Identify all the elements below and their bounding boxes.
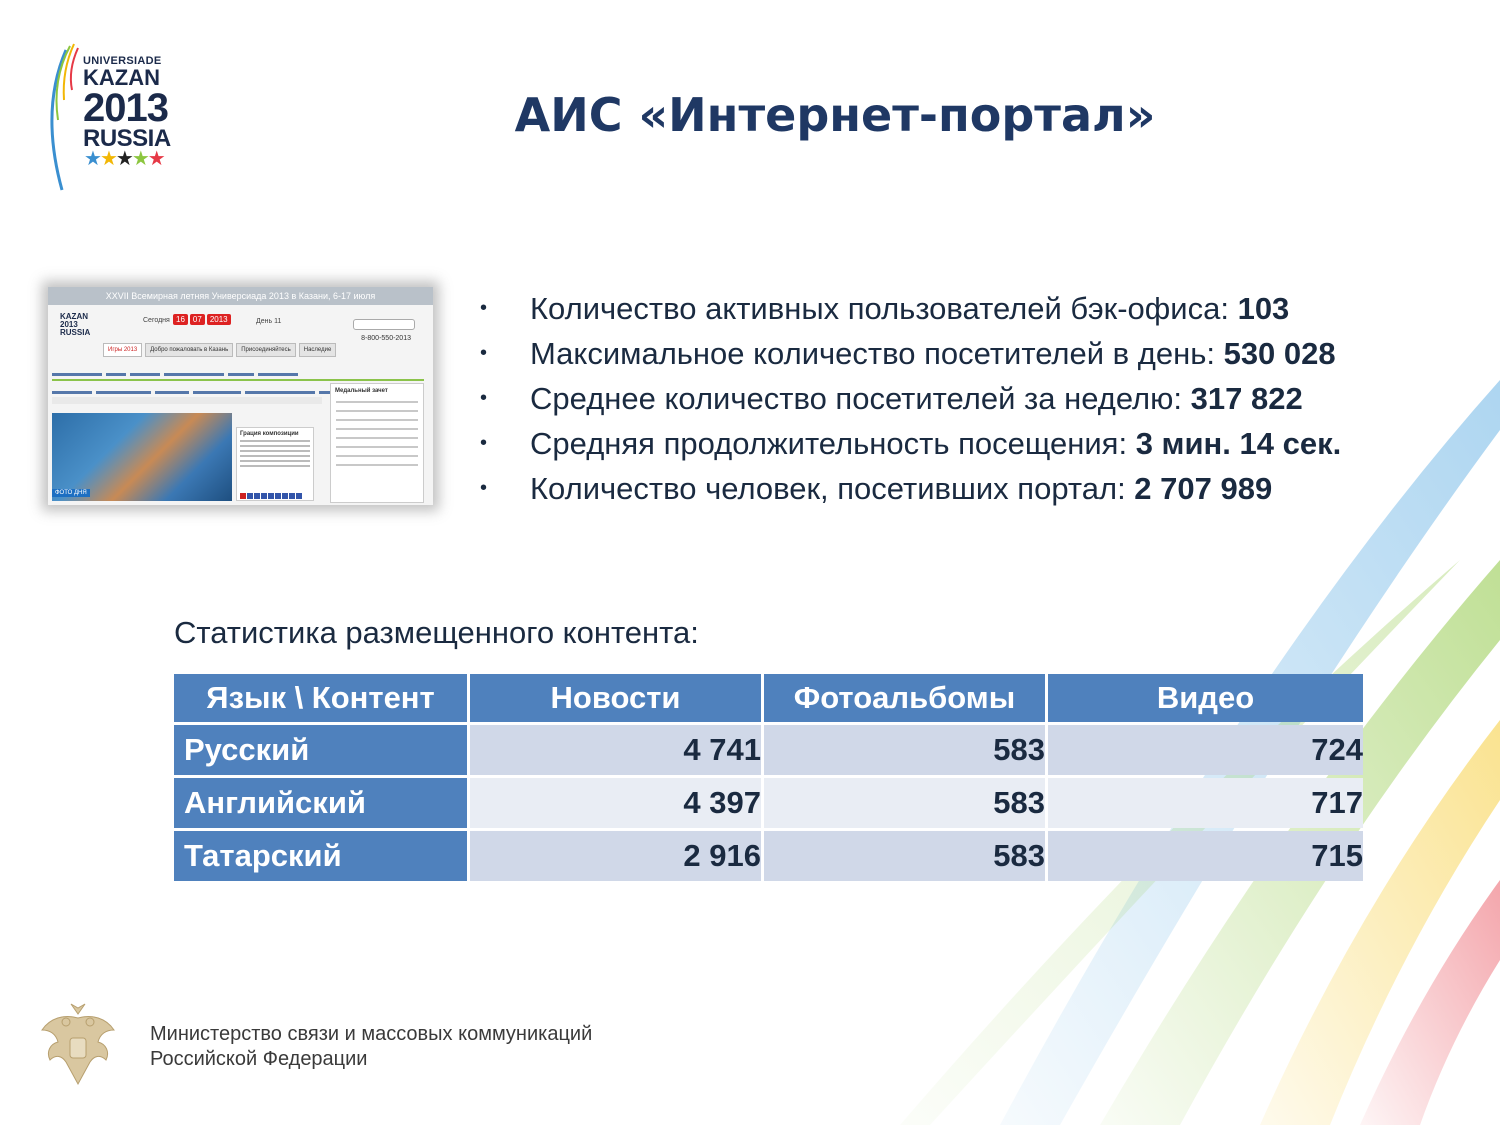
ministry-line-2: Российской Федерации [150,1048,368,1070]
thumb-date [173,314,231,325]
cell-language: Татарский [174,831,467,881]
thumb-date-year: 2013 [207,314,231,325]
bullet-value: 530 028 [1223,336,1336,371]
thumb-photo [52,413,232,501]
cell-albums: 583 [764,778,1045,828]
table-header-row [174,674,1363,722]
thumb-photo-label: ФОТО ДНЯ [52,489,90,497]
bullet-avg-duration: • Средняя продолжительность посещения: 3 мин. 14 сек. [480,426,1342,461]
table-row [174,778,1363,828]
thumb-pager [240,493,302,499]
content-stats-table [171,671,1366,884]
cell-albums: 583 [764,725,1045,775]
table-row [174,725,1363,775]
bullet-value: 317 822 [1190,381,1303,416]
ministry-name [150,1022,592,1072]
header-albums: Фотоальбомы [764,674,1045,722]
cell-video: 717 [1048,778,1363,828]
bullet-text: Максимальное количество посетителей в день: [530,336,1224,371]
bullet-avg-weekly: • Среднее количество посетителей за неделю: 317 822 [480,381,1303,416]
logo-kazan: KAZAN [83,65,160,90]
bullet-text: Среднее количество посетителей за неделю: [530,381,1191,416]
header-news: Новости [470,674,761,722]
table-row [174,831,1363,881]
bullet-text: Количество человек, посетивших портал: [530,471,1135,506]
thumb-date-day: 16 [173,314,188,325]
cell-news: 4 397 [470,778,761,828]
bullet-total-visitors: • Количество человек, посетивших портал: 2 707 989 [480,471,1273,506]
table-caption: Статистика размещенного контента: [174,615,699,650]
thumb-header: XXVII Всемирная летняя Универсиада 2013 в Казани, 6-17 июля [48,287,433,305]
universiade-logo [38,40,178,195]
header-video: Видео [1048,674,1363,722]
thumb-day-label: День 11 [256,318,282,325]
thumb-nav [103,343,336,357]
logo-universiade: UNIVERSIADE [83,55,162,67]
bullet-value: 3 мин. 14 сек. [1135,426,1342,461]
coat-of-arms-icon [38,1000,118,1088]
cell-news: 4 741 [470,725,761,775]
thumb-medal-table [330,383,424,503]
cell-albums: 583 [764,831,1045,881]
logo-russia: RUSSIA [83,125,171,152]
bullet-text: Средняя продолжительность посещения: [530,426,1136,461]
thumb-medal-title: Медальный зачет [335,388,388,394]
bullet-value: 103 [1237,291,1290,326]
thumb-today-label: Сегодня [143,317,170,324]
logo-stars-icon: ★★★★★ [84,146,164,170]
thumb-card-title: Грация композиции [240,431,299,437]
thumb-tab: Игры 2013 [103,343,142,357]
thumb-phone: 8-800-550-2013 [361,335,411,342]
bullet-text: Количество активных пользователей бэк-офиса: [530,291,1238,326]
cell-video: 715 [1048,831,1363,881]
cell-language: Английский [174,778,467,828]
ministry-line-1: Министерство связи и массовых коммуникаций [150,1023,593,1045]
bullet-max-visitors: • Максимальное количество посетителей в день: 530 028 [480,336,1336,371]
thumb-ticker [52,397,322,404]
stats-bullet-list [478,286,1341,511]
bullet-value: 2 707 989 [1134,471,1273,506]
thumb-search-input [353,319,415,330]
cell-video: 724 [1048,725,1363,775]
cell-language: Русский [174,725,467,775]
thumb-tab: Добро пожаловать в Казань [145,343,233,357]
cell-news: 2 916 [470,831,761,881]
thumb-tab: Наследие [299,343,337,357]
thumb-date-month: 07 [190,314,205,325]
header-language: Язык \ Контент [174,674,467,722]
portal-screenshot [48,287,433,505]
thumb-tab: Присоединяйтесь [236,343,296,357]
thumb-subnav [52,363,424,381]
thumb-card [236,427,314,501]
thumb-logo: KAZAN 2013 RUSSIA [60,312,91,337]
logo-year: 2013 [83,86,168,130]
bullet-active-users: • Количество активных пользователей бэк-офиса: 103 [480,291,1290,326]
page-title: АИС «Интернет-портал» [514,88,1156,142]
